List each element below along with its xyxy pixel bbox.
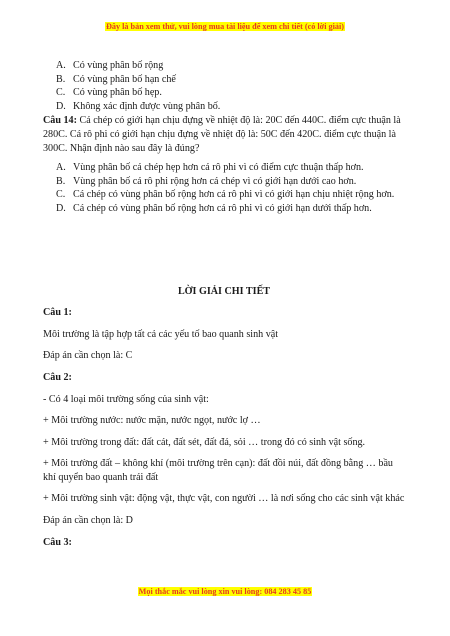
c2-line: + Môi trường trong đất: đất cát, đất sét, đất đá, sỏi … trong đó có sinh vật sống. (43, 436, 366, 448)
option-c: C. Có vùng phân bố hẹp. (56, 87, 162, 99)
prev-options (43, 59, 405, 113)
c2-line: + Môi trường sinh vật: động vật, thực vật, con người … là nơi sống cho các sinh vật khác (43, 493, 405, 505)
c2-answer: Đáp án cần chọn là: D (43, 515, 133, 527)
question-14-label: Câu 14: (43, 115, 77, 127)
option-a: A. Có vùng phân bố rộng (56, 60, 164, 71)
c1-label: Câu 1: (43, 307, 72, 319)
q14-option-b: B. Vùng phân bố cá rô phi rộng hơn cá chép vì có giới hạn dưới cao hơn. (56, 175, 357, 187)
q14-option-c: C. Cá chép có vùng phân bố rộng hơn cá rô phi vì có giới hạn chịu nhiệt rộng hơn. (56, 189, 395, 201)
q14-option-a: A. Vùng phân bố cá chép hẹp hơn cá rô phi vì có điểm cực thuận thấp hơn. (56, 162, 364, 174)
q14-option-d: D. Cá chép có vùng phân bố rộng hơn cá rô phi vì có giới hạn dưới thấp hơn. (56, 202, 372, 214)
question-14 (43, 114, 405, 155)
c1-answer: Đáp án cần chọn là: C (43, 350, 133, 362)
option-b: B. Có vùng phân bố hạn chế (56, 73, 176, 85)
document-body (43, 59, 405, 549)
question-14-options (43, 161, 405, 215)
footer-notice: Mọi thắc mắc vui lòng xin vui lòng: 084 283 45 85 (138, 587, 312, 596)
c2-line: - Có 4 loại môi trường sống của sinh vật: (43, 393, 209, 405)
c1-text: Môi trường là tập hợp tất cả các yếu tố bao quanh sinh vật (43, 328, 279, 340)
c2-line: + Môi trường nước: nước mặn, nước ngọt, nước lợ … (43, 415, 261, 427)
question-14-text: Cá chép có giới hạn chịu đựng về nhiệt độ là: 20C đến 440C. điểm cực thuận là 280C. Cá rô phi có giới hạn chịu đựng về nhiệt độ là: 50C đến 420C. điểm cực thuận là 300C. Nhận định nào sau đây là đúng? (43, 115, 401, 154)
c2-line: + Môi trường đất – không khí (môi trường trên cạn): đất đồi núi, đất đồng bằng … bầu khí quyển bao quanh trái đất (43, 458, 393, 483)
solution-title: LỜI GIẢI CHI TIẾT (177, 285, 271, 297)
option-d: D. Không xác định được vùng phân bố. (56, 100, 221, 112)
c2-label: Câu 2: (43, 371, 72, 383)
header-notice: Đây là bản xem thử, vui lòng mua tài liệu để xem chi tiết (có lời giải) (105, 22, 344, 31)
c3-label: Câu 3: (43, 536, 72, 548)
